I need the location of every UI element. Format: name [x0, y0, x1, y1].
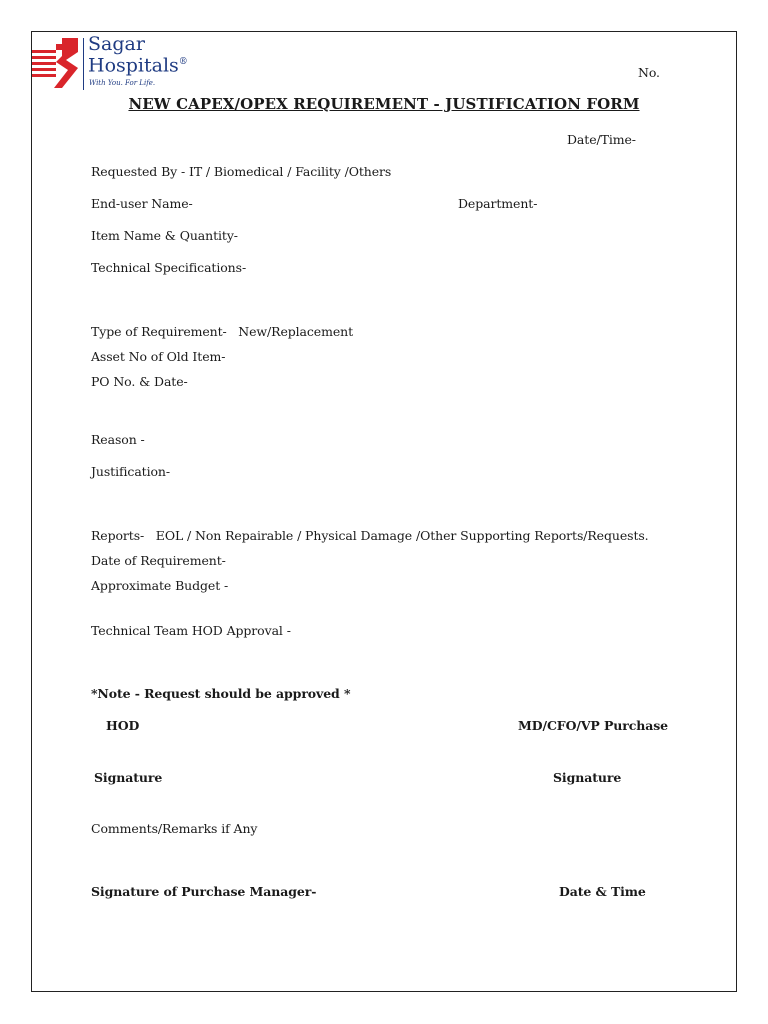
logo-name-line2: Hospitals — [88, 54, 179, 77]
technical-specifications-field: Technical Specifications- — [91, 260, 247, 275]
po-no-date-field: PO No. & Date- — [91, 374, 188, 389]
hod-label: HOD — [106, 718, 140, 733]
date-time-label: Date/Time- — [567, 132, 636, 147]
approval-note: *Note - Request should be approved * — [91, 686, 351, 701]
logo-name — [88, 33, 188, 77]
approximate-budget-field: Approximate Budget - — [91, 578, 229, 593]
date-and-time: Date & Time — [559, 884, 646, 899]
department-field: Department- — [458, 196, 538, 211]
number-label: No. — [638, 65, 660, 80]
date-of-requirement-field: Date of Requirement- — [91, 553, 226, 568]
purchase-manager-signature: Signature of Purchase Manager- — [91, 884, 317, 899]
item-name-quantity-field: Item Name & Quantity- — [91, 228, 238, 243]
md-cfo-vp-label: MD/CFO/VP Purchase — [518, 718, 669, 733]
reports-field: Reports- EOL / Non Repairable / Physical Damage /Other Supporting Reports/Requests. — [91, 528, 649, 543]
requested-by-field: Requested By - IT / Biomedical / Facility /Others — [91, 164, 392, 179]
end-user-name-field: End-user Name- — [91, 196, 193, 211]
signature-left: Signature — [94, 770, 163, 785]
type-of-requirement-field: Type of Requirement- New/Replacement — [91, 324, 354, 339]
justification-field: Justification- — [91, 464, 170, 479]
signature-right: Signature — [553, 770, 622, 785]
asset-no-field: Asset No of Old Item- — [91, 349, 226, 364]
comments-remarks: Comments/Remarks if Any — [91, 821, 258, 836]
logo-tagline: With You. For Life. — [89, 79, 156, 87]
logo-name-line1: Sagar — [88, 33, 145, 55]
technical-team-hod-approval-field: Technical Team HOD Approval - — [91, 623, 291, 638]
registered-mark: ® — [178, 57, 188, 67]
sagar-hospitals-logo-icon — [32, 36, 80, 90]
form-title: NEW CAPEX/OPEX REQUIREMENT - JUSTIFICATION FORM — [128, 95, 640, 113]
logo-divider — [83, 38, 85, 90]
reason-field: Reason - — [91, 432, 145, 447]
